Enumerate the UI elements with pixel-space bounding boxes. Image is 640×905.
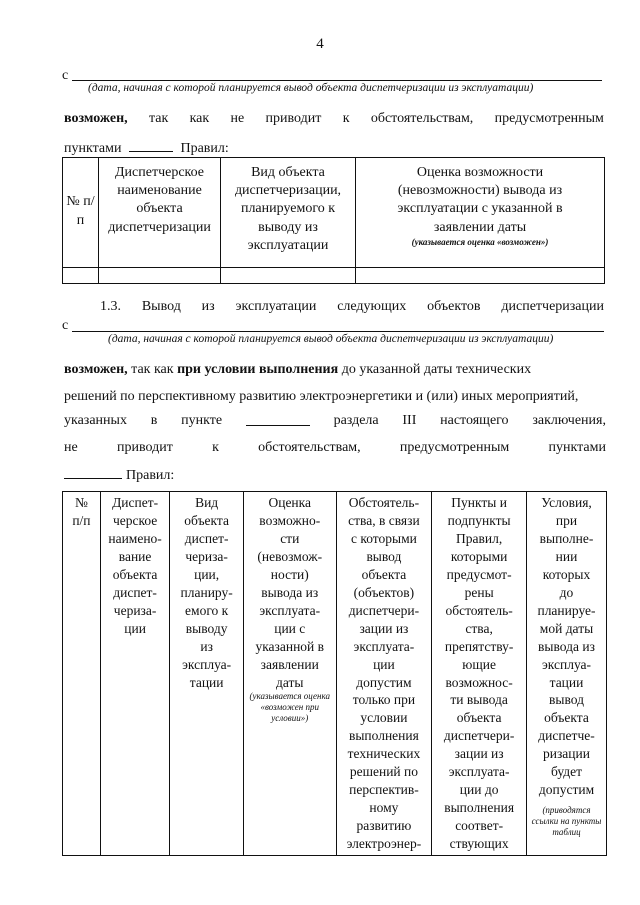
header-line: ции, bbox=[194, 566, 220, 582]
table-1-header-cell bbox=[356, 158, 605, 268]
header-line: выводу bbox=[185, 620, 228, 636]
word: пунктами bbox=[64, 141, 122, 156]
word: предусмотренным bbox=[399, 440, 510, 455]
header-line: ции bbox=[124, 620, 146, 636]
blank-underline bbox=[129, 139, 173, 152]
word: из bbox=[201, 299, 215, 314]
word: к bbox=[212, 440, 219, 455]
table-2-header-row bbox=[63, 492, 607, 856]
word: III bbox=[402, 413, 417, 428]
header-line: мой даты bbox=[539, 620, 594, 636]
header-line: до bbox=[559, 584, 574, 600]
word: приводит bbox=[265, 111, 322, 126]
header-line: решений по bbox=[349, 764, 418, 780]
header-text: Оценка возможности (невозможности) вывода из эксплуатации с указанной в заявлении даты bbox=[397, 165, 563, 235]
header-line: предусмот- bbox=[446, 566, 512, 582]
header-line: только при bbox=[352, 692, 416, 708]
table-1-row bbox=[63, 268, 605, 284]
header-line: эксплуа- bbox=[182, 656, 232, 672]
header-line: электроэнер- bbox=[346, 836, 422, 852]
table-1-cell bbox=[63, 268, 99, 284]
header-line: вывод bbox=[549, 692, 584, 708]
word: приводит bbox=[116, 440, 173, 455]
header-note: (указывается оценка «возможен при условии») bbox=[249, 691, 330, 724]
header-line: с которыми bbox=[350, 530, 417, 546]
word: эксплуатации bbox=[235, 299, 317, 314]
table-2-header-cell bbox=[100, 492, 169, 856]
paragraph-2-line-4 bbox=[64, 440, 606, 456]
table-2-header-cell bbox=[170, 492, 244, 856]
word: пунктами bbox=[548, 440, 606, 455]
header-line: черизa- bbox=[185, 548, 228, 564]
header-line: выполнения bbox=[444, 800, 515, 816]
header-line: диспетчери- bbox=[443, 728, 515, 744]
header-line: выполнения bbox=[348, 728, 419, 744]
blank-underline bbox=[246, 413, 310, 426]
word: так bbox=[148, 111, 169, 126]
header-line: подпункты bbox=[447, 512, 511, 528]
header-line: ции с bbox=[274, 620, 306, 636]
header-line: нии bbox=[555, 548, 578, 564]
header-line: соответ- bbox=[455, 818, 504, 834]
table-1-header-cell bbox=[221, 158, 356, 268]
word: пункте bbox=[181, 413, 223, 428]
table-1 bbox=[62, 157, 605, 284]
word-bold: возможен, bbox=[64, 362, 128, 377]
header-text: № п/п bbox=[66, 194, 95, 228]
table-2 bbox=[62, 491, 607, 856]
header-line: эксплуата- bbox=[353, 638, 415, 654]
blank-underline bbox=[64, 466, 122, 479]
header-line: будет bbox=[550, 764, 582, 780]
table-1-header-cell bbox=[63, 158, 99, 268]
header-note: (указывается оценка «возможен») bbox=[411, 236, 549, 247]
table-2-header-cell bbox=[243, 492, 336, 856]
word: в bbox=[150, 413, 158, 428]
header-line: объекта bbox=[112, 566, 158, 582]
header-line: емого к bbox=[185, 602, 229, 618]
paragraph-2-line-3 bbox=[64, 413, 606, 429]
header-line: наимено- bbox=[108, 530, 162, 546]
header-line: рены bbox=[464, 584, 494, 600]
header-line: диспет- bbox=[113, 584, 157, 600]
table-1-header-row bbox=[63, 158, 605, 268]
header-line: объекта bbox=[184, 512, 229, 528]
header-line: Правил, bbox=[456, 530, 503, 546]
date-line-1 bbox=[72, 80, 602, 81]
table-1-cell bbox=[221, 268, 356, 284]
header-line: развитию bbox=[356, 818, 412, 834]
table-2-header-cell bbox=[336, 492, 432, 856]
header-text: Диспетчерское наименование объекта диспетчеризации bbox=[108, 165, 211, 235]
word: указанных bbox=[64, 413, 127, 428]
header-line: допустим bbox=[356, 674, 412, 690]
word: Правил: bbox=[126, 468, 175, 483]
header-line: Вид bbox=[195, 495, 219, 510]
header-line: ции до bbox=[459, 782, 499, 798]
header-line: ства, в связи bbox=[348, 512, 420, 528]
table-2-header-cell bbox=[526, 492, 606, 856]
word: предусмотренным bbox=[494, 111, 604, 126]
word: Правил: bbox=[180, 141, 229, 156]
header-line: ства, bbox=[465, 620, 493, 636]
word: так как bbox=[127, 362, 178, 377]
header-line: вывод bbox=[366, 548, 402, 564]
header-line: зации из bbox=[454, 746, 504, 762]
header-line: перспектив- bbox=[349, 782, 419, 798]
header-line: выполне- bbox=[539, 530, 594, 546]
header-line: вывода из bbox=[538, 638, 595, 654]
header-line: ции bbox=[373, 656, 395, 672]
header-note: (приводятся ссылки на пункты таблиц bbox=[531, 805, 602, 837]
header-line: которых bbox=[542, 566, 591, 582]
header-line: диспет- bbox=[184, 530, 229, 546]
header-line: ти вывода bbox=[450, 692, 508, 708]
word: обстоятельствам, bbox=[370, 111, 474, 126]
header-line: ности) bbox=[270, 566, 309, 582]
word: настоящего bbox=[440, 413, 509, 428]
table-2-header-cell bbox=[432, 492, 527, 856]
date-prefix-2: с bbox=[62, 318, 69, 333]
header-line: зации из bbox=[359, 620, 409, 636]
header-line: планиру- bbox=[180, 584, 233, 600]
paragraph-2-line-5 bbox=[64, 466, 174, 484]
header-line: Оценка bbox=[268, 495, 312, 510]
header-line: ному bbox=[369, 800, 399, 816]
word: заключения, bbox=[532, 413, 606, 428]
header-line: которыми bbox=[450, 548, 508, 564]
section-1-3-heading bbox=[100, 299, 604, 315]
header-line: указанной в bbox=[255, 638, 325, 654]
header-line: вывода из bbox=[261, 584, 319, 600]
header-line: технических bbox=[347, 746, 421, 762]
header-line: обстоятель- bbox=[445, 602, 513, 618]
header-line: п/п bbox=[72, 512, 91, 528]
word: к bbox=[342, 111, 350, 126]
word: возможен, bbox=[64, 111, 128, 126]
header-line: возможно- bbox=[259, 512, 321, 528]
word: обстоятельствам, bbox=[258, 440, 361, 455]
word: раздела bbox=[333, 413, 379, 428]
header-line: черизa- bbox=[113, 602, 157, 618]
header-text: Вид объекта диспетчеризации, планируемого к выводу из эксплуатации bbox=[234, 165, 342, 253]
word: Вывод bbox=[141, 299, 181, 314]
header-line: эксплуата- bbox=[259, 602, 321, 618]
header-line: сти bbox=[280, 530, 300, 546]
word: не bbox=[230, 111, 245, 126]
header-line: из bbox=[200, 638, 213, 654]
header-line: Условия, bbox=[541, 495, 592, 510]
table-1-header-cell bbox=[99, 158, 221, 268]
header-line: Диспет- bbox=[112, 495, 159, 510]
header-line: № bbox=[74, 495, 88, 510]
date-prefix-1: с bbox=[62, 68, 69, 83]
table-1-cell bbox=[356, 268, 605, 284]
word: следующих bbox=[337, 299, 407, 314]
paragraph-2-line-2: решений по перспективному развитию электроэнергетики и (или) иных мероприятий, bbox=[64, 389, 579, 404]
header-line: допустим bbox=[538, 782, 595, 798]
header-line: препятству- bbox=[444, 638, 514, 654]
word: не bbox=[64, 440, 78, 455]
date-caption-1: (дата, начиная с которой планируется вывод объекта диспетчеризации из эксплуатации) bbox=[88, 82, 534, 94]
header-line: эксплуа- bbox=[541, 656, 591, 672]
table-1-cell bbox=[99, 268, 221, 284]
header-line: вание bbox=[118, 548, 152, 564]
word: объектов bbox=[427, 299, 481, 314]
header-line: эксплуата- bbox=[448, 764, 510, 780]
header-line: тации bbox=[549, 674, 584, 690]
header-line: условии bbox=[360, 710, 408, 726]
header-line: при bbox=[555, 512, 578, 528]
header-line: Пункты и bbox=[451, 495, 507, 510]
date-line-2 bbox=[72, 331, 604, 332]
header-line: диспетче- bbox=[538, 728, 595, 744]
header-line: планируе- bbox=[537, 602, 596, 618]
header-line: тации bbox=[189, 674, 224, 690]
header-line: (объектов) bbox=[353, 584, 415, 600]
header-line: объекта bbox=[361, 566, 407, 582]
paragraph-1-line-1 bbox=[64, 111, 604, 127]
word-bold: при условии выполнения bbox=[177, 362, 339, 377]
paragraph-2-line-1 bbox=[64, 362, 606, 378]
header-line: ющие bbox=[462, 656, 496, 672]
header-line: объекта bbox=[456, 710, 502, 726]
header-line: Обстоятель- bbox=[348, 495, 420, 510]
header-line: черское bbox=[112, 512, 158, 528]
word: до указанной даты технических bbox=[338, 362, 532, 377]
header-line: ризации bbox=[543, 746, 590, 762]
header-line: (невозмож- bbox=[257, 548, 323, 564]
header-line: объекта bbox=[544, 710, 589, 726]
header-line: даты bbox=[276, 674, 304, 690]
page-number: 4 bbox=[316, 36, 324, 52]
word: диспетчеризации bbox=[501, 299, 604, 314]
header-line: ствующих bbox=[449, 836, 509, 852]
paragraph-1-line-2 bbox=[64, 139, 229, 157]
date-caption-2: (дата, начиная с которой планируется вывод объекта диспетчеризации из эксплуатации) bbox=[108, 333, 554, 345]
table-2-header-cell bbox=[63, 492, 101, 856]
word: 1.3. bbox=[100, 299, 121, 314]
header-line: возможнос- bbox=[445, 674, 513, 690]
header-line: диспетчери- bbox=[348, 602, 420, 618]
word: как bbox=[189, 111, 210, 126]
header-line: заявлении bbox=[260, 656, 319, 672]
